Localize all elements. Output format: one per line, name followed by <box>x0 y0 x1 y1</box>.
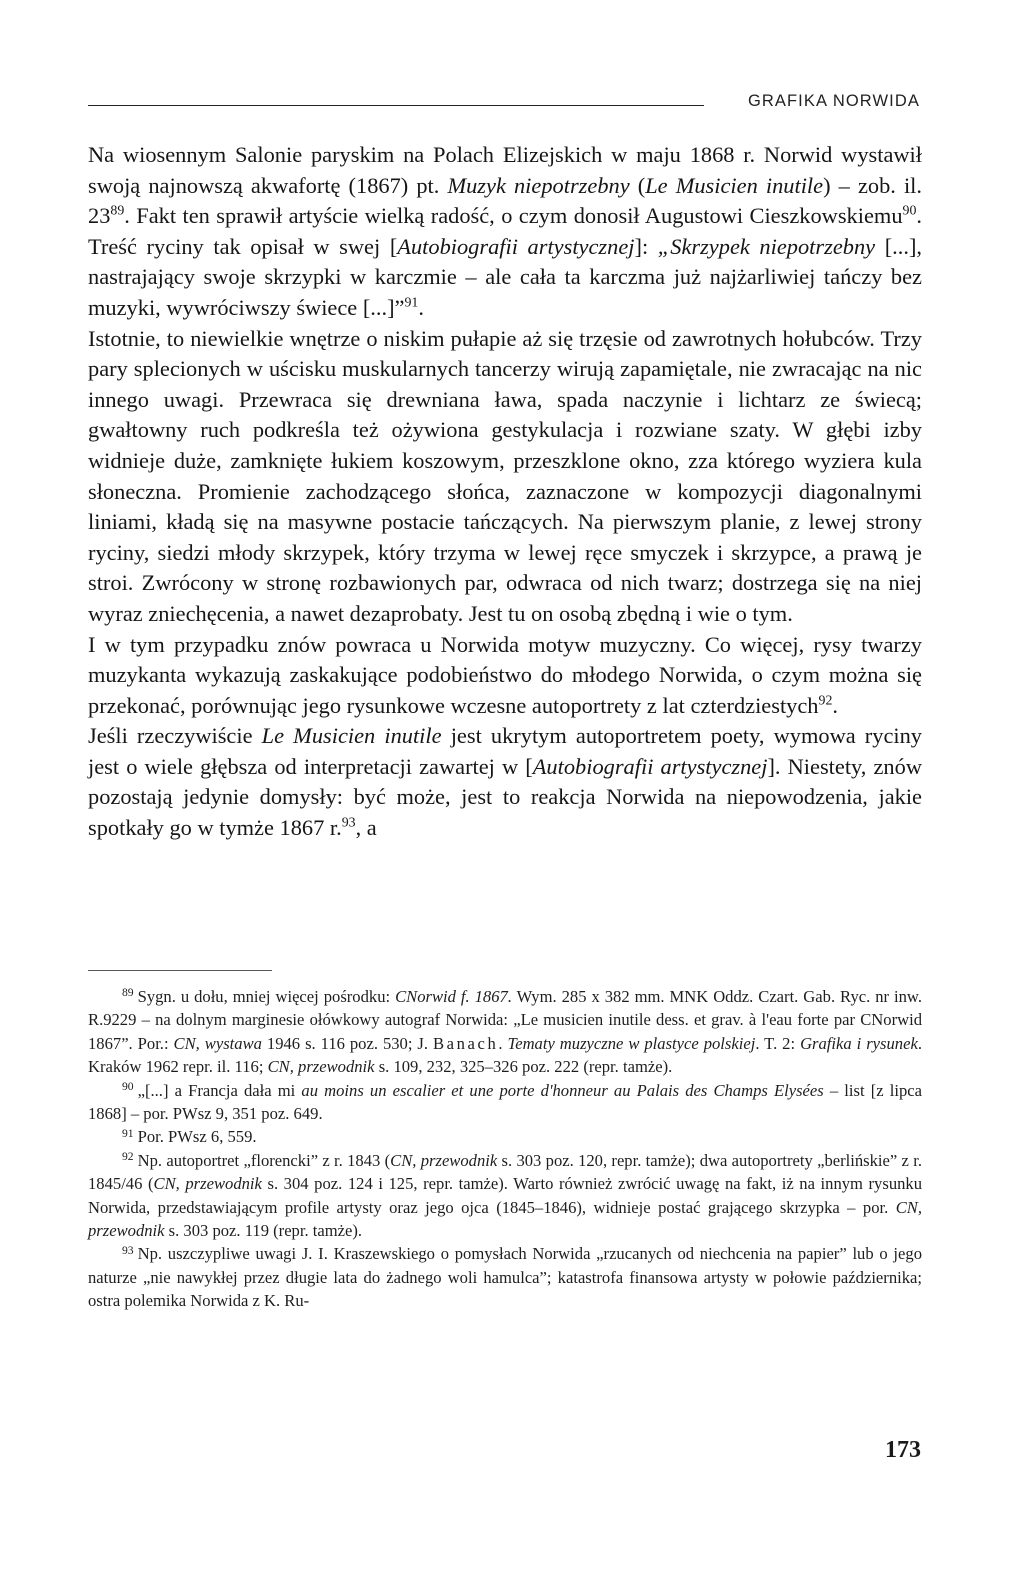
citation-abbrev: CN, wystawa <box>173 1033 262 1053</box>
footnote-text: „[...] a Francja dała mi <box>137 1080 302 1100</box>
footnote-text: . T. 2: <box>755 1033 801 1053</box>
text-segment: ]: <box>634 233 658 259</box>
footnote-ref-93: 93 <box>341 815 356 831</box>
text-segment: ) – zob. il. 23 <box>88 172 923 229</box>
book-subtitle: Grafika i rysunek <box>800 1033 918 1053</box>
artwork-title-french: Le Musicien inutile <box>645 172 824 198</box>
footnote-ref-89: 89 <box>110 203 125 219</box>
footnote-text: s. 303 poz. 120, repr. tamże); dwa autoportrety „berlińskie” z r. 1845/46 ( <box>88 1150 922 1194</box>
citation-abbrev: CN, przewodnik <box>153 1174 262 1194</box>
text-segment: [...], nastrajający swoje skrzypki w karczmie – ale cała ta karczma już najżarliwiej tańczy bez muzyki, wywróciwszy świece [...]” <box>88 233 923 320</box>
book-title: Tematy muzyczne w plastyce polskiej <box>507 1033 756 1053</box>
footnote-text: s. 303 poz. 119 (repr. tamże). <box>164 1221 363 1241</box>
paragraph-3 <box>88 630 922 722</box>
text-segment: . <box>832 692 838 718</box>
text-segment: , a <box>355 815 377 841</box>
footnote-89 <box>88 985 922 1079</box>
footnote-number: 92 <box>122 1150 134 1164</box>
footnote-text: Np. uszczypliwe uwagi J. I. Kraszewskiego o pomysłach Norwida „rzucanych od niechcenia na papier” lub o jego naturze „nie nawykłej przez długie lata do żadnego woli hamulca”; katastrofa finansowa artysty w połowie października; ostra polemika Norwida z K. Ru- <box>88 1244 922 1311</box>
footnote-ref-90: 90 <box>902 203 917 219</box>
footnote-number: 91 <box>122 1126 134 1140</box>
footnote-text: s. 109, 232, 325–326 poz. 222 (repr. tamże). <box>374 1057 673 1077</box>
footnote-90 <box>88 1079 922 1126</box>
work-title: Autobiografii artystycznej <box>532 753 768 779</box>
text-segment: ( <box>629 172 646 198</box>
main-text <box>88 140 922 844</box>
french-quote: au moins un escalier et une porte d'honneur au Palais des Champs Elysées <box>301 1080 824 1100</box>
signature-text: CNorwid f. 1867. <box>395 987 512 1006</box>
text-segment: . <box>418 294 424 320</box>
footnote-text: Por. PWsz 6, 559. <box>137 1127 257 1147</box>
footnote-text: . <box>498 1033 508 1053</box>
text-segment: . Treść ryciny tak opisał w swej [ <box>88 203 922 259</box>
text-segment: ]. Niestety, znów pozostają jedynie domysły: być może, jest to reakcja Norwida na niepowodzenia, jakie spotkały go w tymże 1867 r. <box>88 753 922 841</box>
artwork-title-french: Le Musicien inutile <box>261 723 442 749</box>
footnote-ref-92: 92 <box>818 693 833 709</box>
text-segment: . Fakt ten sprawił artyście wielką radość, o czym donosił Augustowi Cieszkowskiemu <box>124 203 903 229</box>
footnotes <box>88 985 922 1313</box>
footnote-number: 90 <box>122 1079 134 1093</box>
footnote-93 <box>88 1242 922 1312</box>
footnote-text: s. 304 poz. 124 i 125, repr. tamże). Warto również zwrócić uwagę na fakt, iż na innym rysunku Norwida, przedstawiającym profile artysty oraz jego ojca (1845–1846), widnieje postać grającego skrzypka – por. <box>88 1174 923 1217</box>
running-header <box>88 88 920 114</box>
footnote-separator <box>88 970 272 971</box>
paragraph-1 <box>88 140 922 324</box>
text-segment: Na wiosennym Salonie paryskim na Polach Elizejskich w maju 1868 r. Norwid wystawił swoją najnowszą akwafortę (1867) pt. <box>88 142 922 198</box>
quoted-title: „Skrzypek niepotrzebny <box>657 233 876 259</box>
footnote-text: Sygn. u dołu, mniej więcej pośrodku: <box>137 987 396 1006</box>
citation-abbrev: CN, przewodnik <box>267 1057 375 1077</box>
footnote-number: 93 <box>122 1243 134 1257</box>
paragraph-4 <box>88 721 922 843</box>
text-segment: I w tym przypadku znów powraca u Norwida motyw muzyczny. Co więcej, rysy twarzy muzykanta wykazują zaskakujące podobieństwo do młodego Norwida, o czym można się przekonać, porównując jego rysunkowe wczesne autoportrety z lat czterdziestych <box>88 631 922 718</box>
text-segment: jest ukrytym autoportretem poety, wymowa ryciny jest o wiele głębsza od interpretacji zawartej w [ <box>88 723 923 779</box>
artwork-title: Muzyk niepotrzebny <box>447 172 630 198</box>
header-rule <box>88 105 704 106</box>
text-segment: Jeśli rzeczywiście <box>88 723 262 749</box>
footnote-text: Np. autoportret „florencki” z r. 1843 ( <box>137 1150 391 1170</box>
citation-abbrev: CN, przewodnik <box>390 1150 498 1170</box>
footnote-91 <box>88 1125 922 1148</box>
footnote-text: . Kraków 1962 repr. il. 116; <box>88 1033 922 1077</box>
page-number: 173 <box>885 1437 921 1463</box>
footnote-number: 89 <box>122 986 134 1000</box>
citation-abbrev: CN, przewodnik <box>88 1197 922 1241</box>
footnote-text: 1946 s. 116 poz. 530; J. <box>261 1033 434 1053</box>
author-name: Banach <box>433 1033 499 1053</box>
footnote-text: – list [z lipca 1868] – por. PWsz 9, 351 poz. 649. <box>88 1080 922 1124</box>
paragraph-2: Istotnie, to niewielkie wnętrze o niskim pułapie aż się trzęsie od zawrotnych hołubców. Trzy pary splecionych w uścisku muskularnych tancerzy wirują zapamiętale, nie zwracając na nic innego uwagi. Przewraca się drewniana ława, spada naczynie i lichtarz ze świecą; gwałtowny ruch podkreśla też ożywiona gestykulacja i rozwiane szaty. W głębi izby widnieje duże, zamknięte łukiem koszowym, przeszklone okno, zza którego wyziera kula słoneczna. Promienie zachodzącego słońca, zaznaczone w kompozycji diagonalnymi liniami, kładą się na masywne postacie tańczących. Na pierwszym planie, z lewej strony ryciny, siedzi młody skrzypek, który trzyma w lewej ręce smyczek i skrzypce, a prawą je stroi. Zwrócony w stronę rozbawionych par, odwraca od nich twarz; dostrzega się na niej wyraz zniechęcenia, a nawet dezaprobaty. Jest tu on osobą zbędną i wie o tym. <box>88 325 922 626</box>
footnote-ref-91: 91 <box>404 295 419 311</box>
footnote-92 <box>88 1149 922 1243</box>
footnote-text: Wym. 285 x 382 mm. MNK Oddz. Czart. Gab. Ryc. nr inw. R.9229 – na dolnym marginesie ołówkowy autograf Norwida: „Le musicien inutile dess. et grav. à l'eau forte par CNorwid 1867”. Por.: <box>88 987 922 1053</box>
header-title: GRAFIKA NORWIDA <box>747 92 920 110</box>
work-title: Autobiografii artystycznej <box>397 233 635 259</box>
